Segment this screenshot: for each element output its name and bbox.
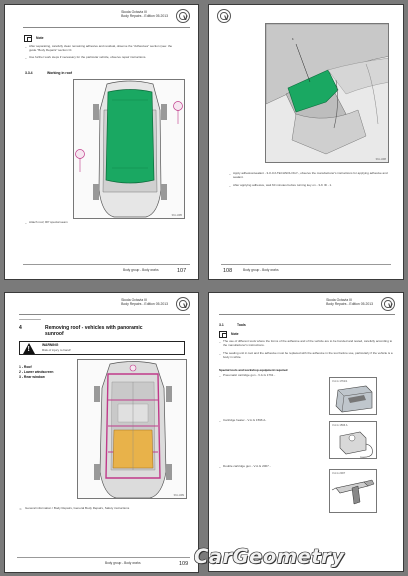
note-bullet-dot: – [25,56,27,60]
tool-code-1: V.A.G 1761/1 [332,380,348,383]
body-shell-illustration [78,360,187,499]
header-rule [219,314,395,315]
header-rule [19,314,190,315]
note-icon [219,331,227,338]
roof-edge-illustration [266,24,389,163]
warning-label: WARNING [42,343,59,347]
page-header [121,298,168,307]
section-title: Working in roof [47,71,72,75]
note-label: Note [231,332,239,336]
instruction-1: Apply adhesive/sealant - 3-K-DJ-TECHNOLOGY-, observe the manufacturer's instructions for applying adhesive and sealant. [233,171,388,179]
figure-code: S61-1085 [171,214,182,217]
footer-text: Body group - Body works [243,268,279,272]
tool-label-3: Double cartridge gun - V.A.G 2007 - [223,464,271,468]
tools-heading: Special tools and workshop equipment required [219,368,288,372]
note-icon [24,35,32,42]
brand-logo-icon: V [381,297,395,311]
breadcrumb-bar [19,319,41,320]
car-roof-illustration [74,80,185,219]
footer-rule [221,264,391,265]
bullet-dot: – [219,465,221,469]
manual-page-110 [208,292,404,572]
header-model: Skoda Octavia III [121,298,147,302]
section-number: 3.3.4 [25,71,33,75]
tool-image-3 [329,469,377,513]
page-header [121,10,168,19]
reference-text: General information / Body Repairs, General Body Repairs, Safety instructions [25,506,130,510]
tool-label-1: Pneumatic cartridge gun - V.A.G 1761 - [223,373,276,377]
header-manual: Body Repairs - Edition 05.2013 [121,302,168,307]
tool-image-2 [329,421,377,459]
roof-detail-figure [265,23,389,163]
page-number: 109 [179,561,189,567]
legend-item-2: 2 - Lower windscreen [19,370,54,374]
bullet-dot: – [229,172,231,176]
callout-number: 1 [292,37,294,41]
bullet-dot: – [25,221,27,225]
instruction-2: After applying adhesive, wait 60 minutes before turning key on - 3-K ID - 1. [233,183,333,187]
header-model: Skoda Octavia III [121,10,147,14]
section-title: Tools [237,323,246,327]
page-header [326,298,373,307]
note-bullet-dot: – [219,352,221,356]
header-manual: Body Repairs - Edition 05.2013 [326,302,373,307]
bullet-dot: – [219,419,221,423]
header-manual: Body Repairs - Edition 05.2013 [121,14,168,19]
note-line-2: The sealing unit in tool and the adhesive must be replaced with the adhesive in the tool before use, particularly if the vehicle is a body in white. [223,351,393,359]
tool-label-2: Cartridge heater - V.A.G 1596 A- [223,418,267,422]
section-title: Removing roof - vehicles with panoramic sunroof [45,325,143,337]
note-line-1: The use of different tools where the forms of the adhesive and of the vehicle are to be bonded and tested, carefully according to the manufacturer's instructions. [223,339,393,347]
section-number: 3.1 [219,323,224,327]
watermark-logo: CarGeometry [194,545,345,568]
manual-page-107 [4,4,199,280]
legend-item-1: 1 - Roof [19,365,32,369]
page-number: 107 [177,268,187,274]
brand-logo-icon: V [217,9,231,23]
roof-figure [73,79,185,219]
figure-code: S61-1088 [375,158,386,161]
brand-logo-icon: V [176,9,190,23]
note-label: Note [36,36,44,40]
header-model: Skoda Octavia III [326,298,352,302]
footer-rule [23,264,190,265]
manual-page-108 [208,4,404,280]
note-bullet-dot: – [219,340,221,344]
legend-item-3: 3 - Rear window [19,375,45,379]
tool-code-2: V.A.G 1596 A [332,424,348,427]
manual-page-109 [4,292,199,573]
body-shell-figure [77,359,187,499]
warning-text: Risk of injury to hand! [42,347,71,352]
bullet-dot: – [219,374,221,378]
note-line-2: Use further work steps if necessary for the particular vehicle, observe repair instructions. [29,55,147,59]
warning-box [19,341,185,355]
brand-logo-icon: V [176,297,190,311]
section-number: 4 [19,325,22,331]
double-cartridge-gun-icon [330,470,377,513]
cartridge-heater-icon [330,422,377,459]
figure-code: S61-1089 [173,494,184,497]
cartridge-gun-case-icon [330,378,377,415]
page-number: 108 [223,268,233,274]
footer-text: Body group - Body works [105,561,141,565]
footer-text: Body group - Body works [123,268,159,272]
bullet-dot: ⇒ [19,507,22,511]
tool-image-1 [329,377,377,415]
tool-code-3: V.A.G 2007 [332,472,346,475]
footer-rule [17,557,190,558]
figure-caption: Attach roof, RP special seam [29,220,68,224]
warning-triangle-icon [23,343,35,354]
note-bullet-dot: – [25,45,27,49]
bullet-dot: – [229,184,231,188]
note-line-1: After separating, carefully clean remaining adhesive and residual, observe the "Adhesives" section (see: the guide "Body Repairs" section Cl. [29,44,173,52]
header-rule [23,27,190,28]
